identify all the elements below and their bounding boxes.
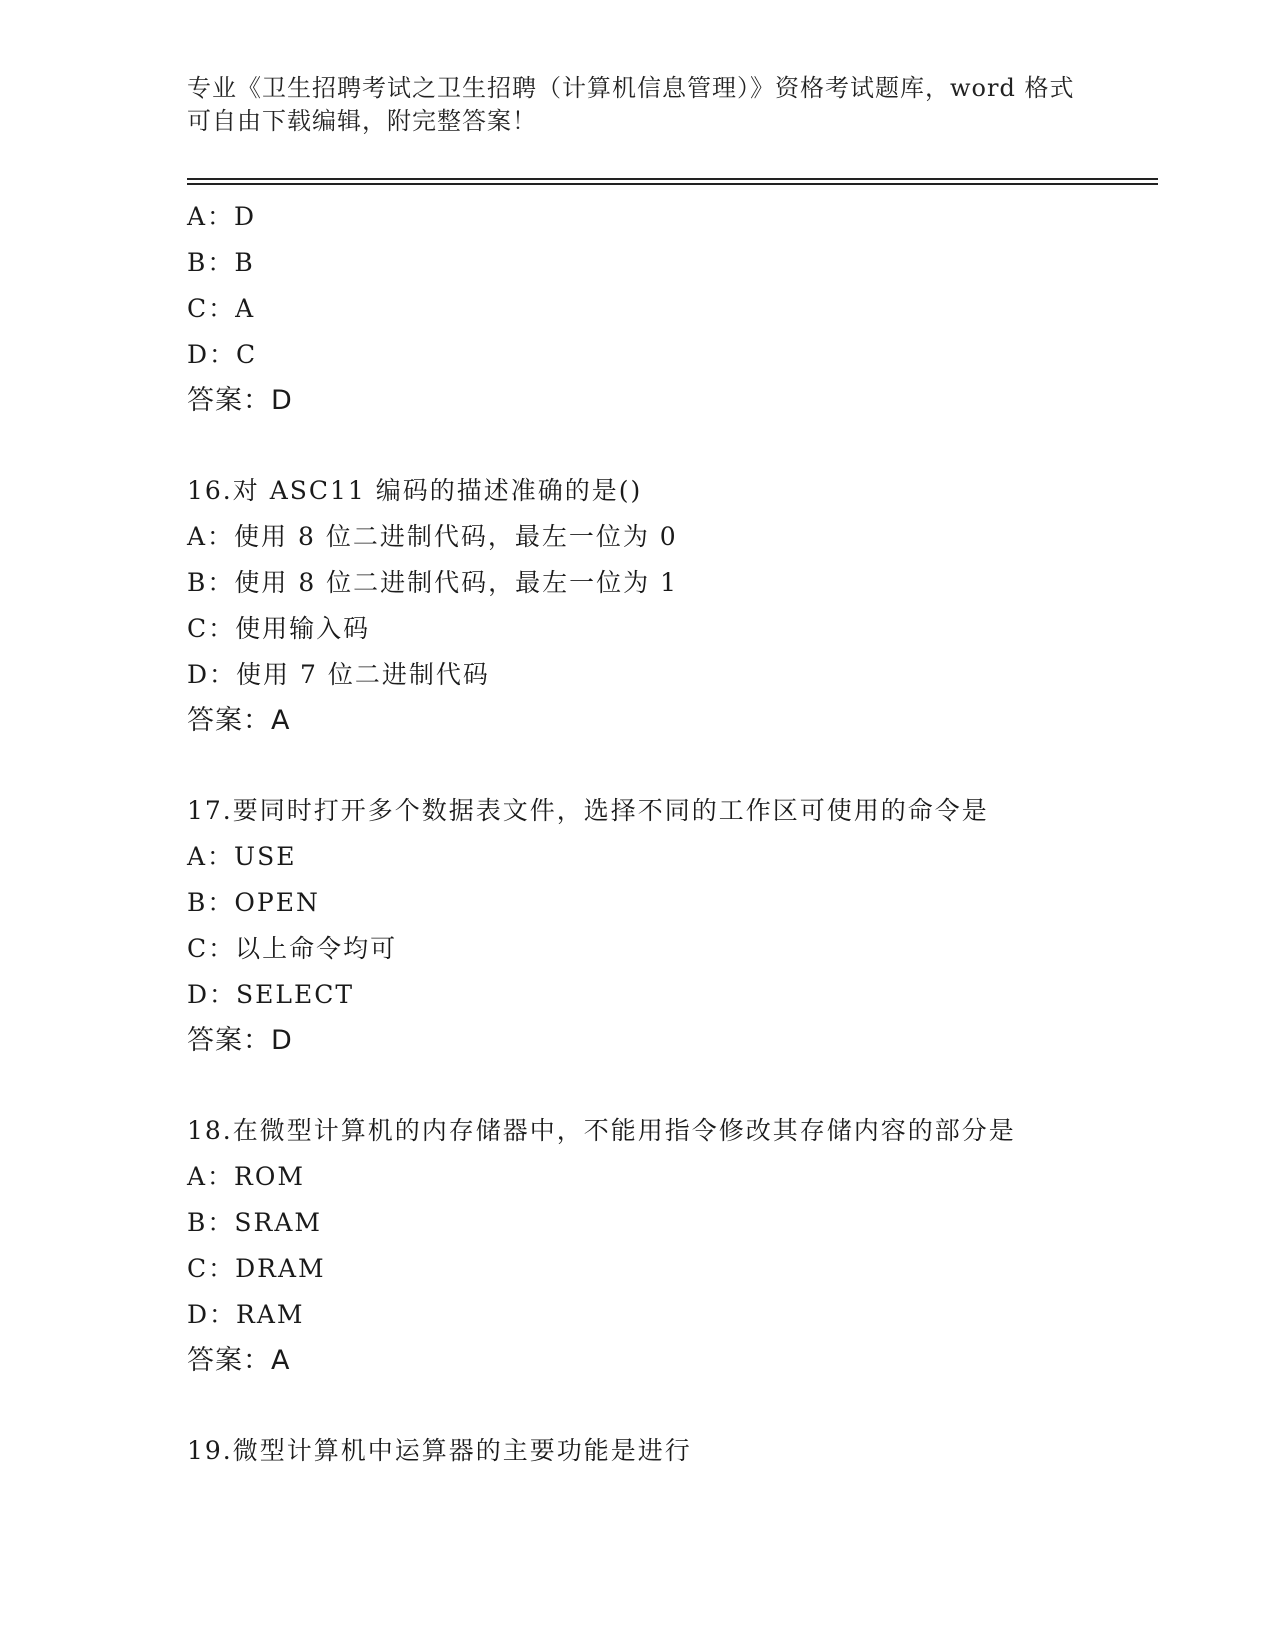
header-line-1: 专业《卫生招聘考试之卫生招聘（计算机信息管理）》资格考试题库，word 格式 bbox=[187, 74, 1075, 102]
option-c: C：以上命令均可 bbox=[187, 934, 398, 963]
option-c: C：DRAM bbox=[187, 1254, 326, 1283]
header-line-2: 可自由下载编辑，附完整答案！ bbox=[187, 107, 537, 135]
option-b: B：使用 8 位二进制代码，最左一位为 1 bbox=[187, 568, 679, 597]
option-a: A：USE bbox=[187, 842, 297, 871]
option-a: A：ROM bbox=[187, 1162, 305, 1191]
option-d: D：RAM bbox=[187, 1300, 305, 1329]
question-text: 19.微型计算机中运算器的主要功能是进行 bbox=[187, 1436, 692, 1465]
question-list bbox=[187, 194, 1167, 1474]
option-c: C：A bbox=[187, 294, 256, 323]
option-d: D：C bbox=[187, 340, 258, 369]
answer-line: 答案：D bbox=[187, 1025, 293, 1056]
question-text: 16.对 ASC11 编码的描述准确的是() bbox=[187, 476, 643, 505]
option-a: A：D bbox=[187, 202, 257, 231]
question-text: 18.在微型计算机的内存储器中，不能用指令修改其存储内容的部分是 bbox=[187, 1116, 1016, 1145]
question-16-block bbox=[187, 468, 1167, 744]
header-rule-top bbox=[187, 178, 1158, 180]
question-19-block bbox=[187, 1428, 1167, 1474]
answer-line: 答案：A bbox=[187, 1345, 291, 1376]
option-b: B：B bbox=[187, 248, 255, 277]
question-text: 17.要同时打开多个数据表文件，选择不同的工作区可使用的命令是 bbox=[187, 796, 989, 825]
answer-line: 答案：A bbox=[187, 705, 291, 736]
option-d: D：使用 7 位二进制代码 bbox=[187, 660, 490, 689]
document-header bbox=[187, 72, 1087, 138]
answer-line: 答案：D bbox=[187, 385, 293, 416]
option-b: B：SRAM bbox=[187, 1208, 322, 1237]
option-a: A：使用 8 位二进制代码，最左一位为 0 bbox=[187, 522, 678, 551]
question-15-block bbox=[187, 194, 1167, 424]
header-rule-bottom bbox=[187, 183, 1158, 185]
question-17-block bbox=[187, 788, 1167, 1064]
option-c: C：使用输入码 bbox=[187, 614, 371, 643]
option-d: D：SELECT bbox=[187, 980, 355, 1009]
question-18-block bbox=[187, 1108, 1167, 1384]
option-b: B：OPEN bbox=[187, 888, 320, 917]
